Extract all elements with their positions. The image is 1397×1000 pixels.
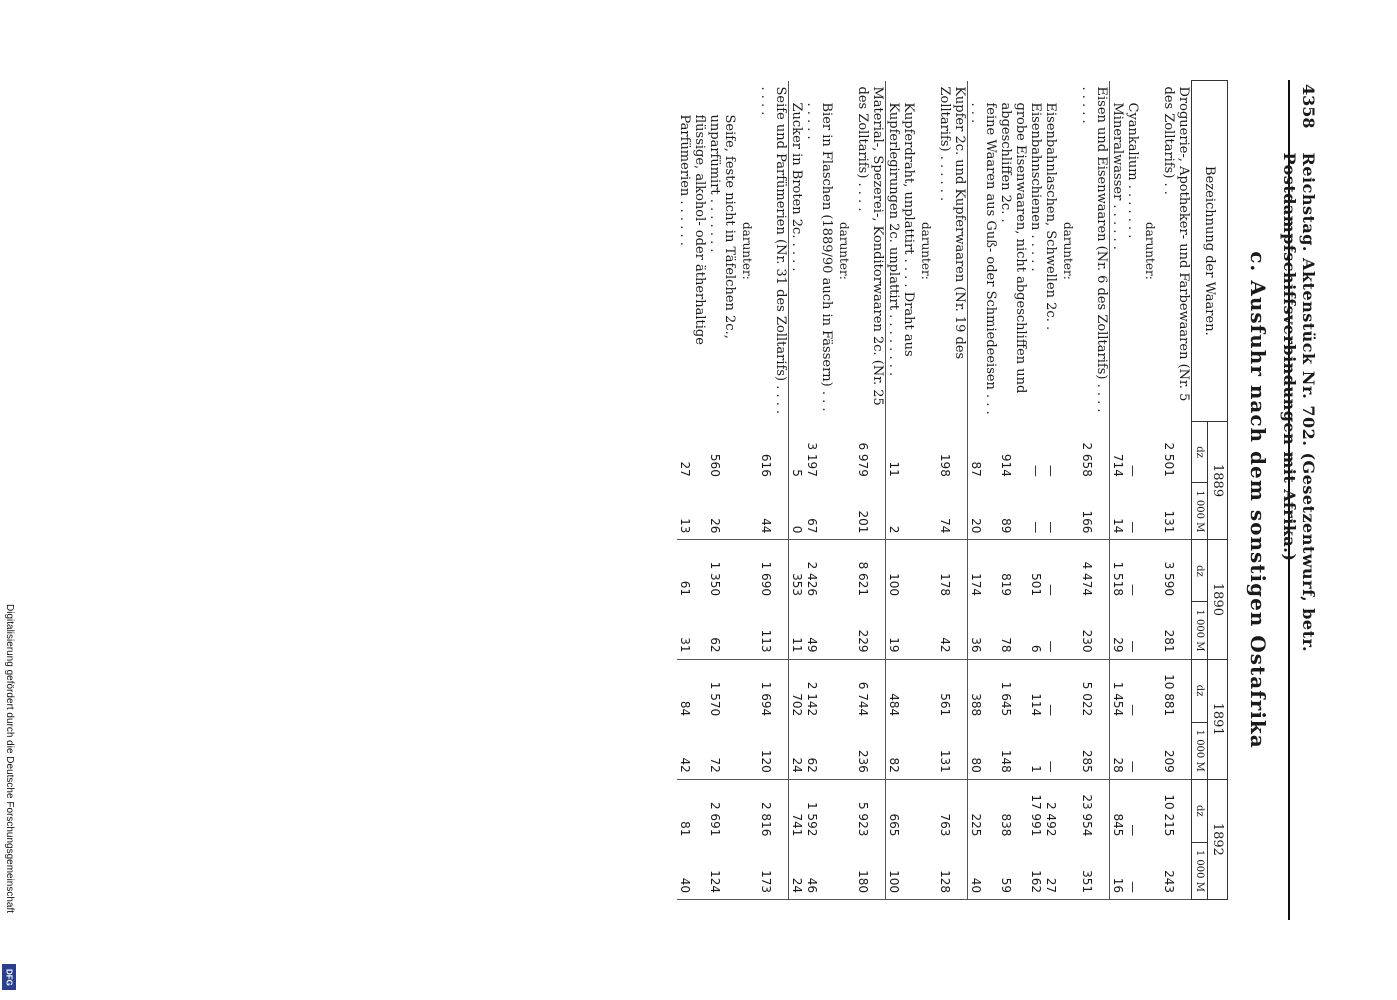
value-cell: 29: [1110, 602, 1126, 659]
quantity-cell: 1 350: [708, 561, 722, 596]
empty-cell: [834, 421, 855, 483]
quantity-cell: 914: [999, 453, 1013, 477]
quantity-cell: —: [1126, 464, 1140, 477]
table-row: [998, 81, 1028, 900]
empty-cell: [1140, 602, 1161, 659]
quantity-cell: 5 022: [1079, 659, 1110, 722]
subheading-row: [916, 81, 937, 900]
quantity-cell: 838: [999, 813, 1013, 837]
empty-cell: [1058, 659, 1079, 722]
year-header: 1891: [1208, 659, 1228, 779]
year-header-row: [1208, 81, 1228, 900]
value-cell: 72: [707, 722, 737, 779]
quantity-cell: 100: [887, 573, 901, 596]
value-cell: 82: [886, 722, 917, 779]
empty-cell: [916, 842, 937, 899]
table-row: [677, 81, 707, 900]
quantity-cell: 114: [1029, 693, 1043, 717]
empty-cell: [1058, 779, 1079, 842]
empty-cell: [737, 421, 758, 483]
value-cell: 1: [1028, 722, 1043, 779]
quantity-cell: 87: [969, 461, 983, 477]
value-cell: 36: [968, 602, 999, 659]
unit-value-header: 1 000 M: [1192, 602, 1208, 659]
empty-cell: [737, 659, 758, 722]
quantity-cell: 2 142: [805, 681, 819, 717]
goods-label: Zucker in Broten 2c. . . . .: [789, 102, 804, 272]
quantity-cell: 2 691: [708, 801, 722, 837]
quantity-cell: 1 592: [805, 801, 819, 837]
empty-cell: [834, 722, 855, 779]
quantity-cell: 198: [937, 421, 968, 483]
empty-cell: [916, 483, 937, 540]
value-cell: 124: [707, 842, 737, 899]
value-cell: 40: [677, 842, 707, 899]
running-header: [1280, 80, 1318, 920]
quantity-cell: —: [1126, 704, 1140, 717]
goods-label: Material-, Spezerei-, Konditorwaaren 2c. (Nr. 25 des Zolltarifs) . . . .: [855, 81, 886, 422]
table-row: [886, 81, 917, 900]
goods-label: Eisen und Eisenwaaren (Nr. 6 des Zolltarifs) . . . . . . . . .: [1079, 81, 1110, 422]
empty-cell: [737, 842, 758, 899]
empty-cell: [916, 421, 937, 483]
quantity-cell: 1 570: [708, 681, 722, 717]
empty-cell: [916, 779, 937, 842]
value-cell: 67: [804, 483, 834, 540]
subheading-row: [1058, 81, 1079, 900]
value-cell: 62: [707, 602, 737, 659]
value-cell: 281: [1161, 602, 1192, 659]
quantity-cell: 2 658: [1079, 421, 1110, 483]
empty-cell: [1140, 483, 1161, 540]
goods-label: Mineralwasser . . . . . .: [1110, 102, 1125, 250]
empty-cell: [834, 779, 855, 842]
section-title: c. Ausfuhr nach dem sonstigen Ostafrika: [1246, 251, 1270, 749]
value-cell: 0: [789, 483, 805, 540]
subheading-label: darunter:: [1143, 222, 1157, 280]
quantity-cell: 561: [937, 659, 968, 722]
value-cell: 74: [937, 483, 968, 540]
table-row: [789, 81, 805, 900]
quantity-cell: 665: [887, 813, 901, 837]
value-cell: 78: [998, 602, 1028, 659]
quantity-cell: 17 991: [1029, 794, 1043, 837]
quantity-cell: 10 215: [1162, 794, 1176, 837]
value-cell: 42: [937, 602, 968, 659]
quantity-cell: 560: [708, 453, 722, 477]
subheading-label: darunter:: [1061, 222, 1075, 280]
table-row: [1043, 81, 1058, 900]
empty-cell: [1140, 779, 1161, 842]
quantity-cell: 174: [969, 573, 983, 596]
quantity-cell: 5: [790, 469, 804, 477]
value-cell: 201: [855, 483, 886, 540]
quantity-cell: 23 954: [1079, 779, 1110, 842]
value-cell: 351: [1079, 842, 1110, 899]
empty-cell: [834, 842, 855, 899]
value-cell: 180: [855, 842, 886, 899]
goods-label: Seife, feste nicht in Täfelchen 2c., unparfümirt . . . . . . .: [707, 114, 737, 339]
quantity-cell: 61: [678, 580, 692, 596]
value-cell: 19: [886, 602, 917, 659]
value-cell: —: [1125, 722, 1140, 779]
unit-value-header: 1 000 M: [1192, 842, 1208, 899]
year-header: 1890: [1208, 540, 1228, 659]
quantity-cell: 388: [969, 693, 983, 717]
value-cell: 162: [1028, 842, 1043, 899]
goods-label: Cyankalium . . . . . . .: [1125, 102, 1140, 239]
value-cell: 6: [1028, 602, 1043, 659]
quantity-cell: 763: [937, 779, 968, 842]
table-row: [1125, 81, 1140, 900]
export-table: [677, 80, 1228, 900]
quantity-cell: 2 816: [758, 779, 789, 842]
value-cell: 13: [677, 483, 707, 540]
quantity-cell: 1 454: [1111, 681, 1125, 717]
table-row: [937, 81, 968, 900]
quantity-cell: 845: [1111, 813, 1125, 837]
empty-cell: [834, 483, 855, 540]
value-cell: 89: [998, 483, 1028, 540]
table-row: [1161, 81, 1192, 900]
quantity-cell: 8 621: [855, 540, 886, 602]
empty-cell: [916, 602, 937, 659]
page-number: 4358: [1299, 84, 1318, 129]
empty-cell: [1058, 483, 1079, 540]
value-cell: 24: [789, 842, 805, 899]
quantity-cell: 27: [678, 461, 692, 477]
empty-cell: [1140, 842, 1161, 899]
header-title: Reichstag. Aktenstück Nr. 702. (Gesetzentwurf, betr. Postdampfschiffsverbindungen mit Afrika.): [1280, 152, 1318, 653]
goods-label: Bier in Flaschen (1889/90 auch in Fässern) . . . . . . . .: [804, 102, 834, 412]
quantity-cell: 741: [790, 813, 804, 837]
table-row: [758, 81, 789, 900]
value-cell: 27: [1043, 842, 1058, 899]
value-cell: 28: [1110, 722, 1126, 779]
digitization-sidebar: [0, 0, 18, 1000]
quantity-cell: 178: [937, 540, 968, 602]
value-cell: 230: [1079, 602, 1110, 659]
subheading-row: [834, 81, 855, 900]
value-cell: 80: [968, 722, 999, 779]
goods-label: Droguerie-, Apotheker- und Farbewaaren (Nr. 5 des Zolltarifs) . .: [1161, 86, 1191, 402]
quantity-cell: 501: [1029, 573, 1043, 596]
value-cell: 148: [998, 722, 1028, 779]
value-cell: 44: [758, 483, 789, 540]
value-cell: 14: [1110, 483, 1126, 540]
subheading-row: [737, 81, 758, 900]
empty-cell: [737, 602, 758, 659]
subheading-label: darunter:: [837, 222, 851, 280]
quantity-cell: 4 474: [1079, 540, 1110, 602]
value-cell: 49: [804, 602, 834, 659]
empty-cell: [1058, 421, 1079, 483]
goods-label: Kupferdraht, unplattirt . . . . Draht aus Kupferlegirungen 2c. unplattirt . . . . . . . .: [886, 102, 916, 377]
empty-cell: [1058, 540, 1079, 602]
digitization-credit: Digitalisierung gefördert durch die Deutsche Forschungsgemeinschaft: [4, 604, 15, 914]
unit-value-header: 1 000 M: [1192, 483, 1208, 540]
value-cell: 131: [1161, 483, 1192, 540]
empty-cell: [1058, 602, 1079, 659]
value-cell: —: [1043, 483, 1058, 540]
unit-quantity-header: dz: [1192, 659, 1208, 722]
subheading-row: [1140, 81, 1161, 900]
table-row: [1028, 81, 1043, 900]
quantity-cell: 84: [678, 700, 692, 717]
table-row: [855, 81, 886, 900]
empty-cell: [916, 659, 937, 722]
table-row: [804, 81, 834, 900]
value-cell: 11: [789, 602, 805, 659]
value-cell: —: [1125, 602, 1140, 659]
table-row: [707, 81, 737, 900]
quantity-cell: 6 744: [855, 659, 886, 722]
table-row: [968, 81, 999, 900]
quantity-cell: 2 501: [1162, 442, 1176, 477]
table-row: [1079, 81, 1110, 900]
value-cell: 113: [758, 602, 789, 659]
table-row: [1110, 81, 1126, 900]
unit-quantity-header: dz: [1192, 779, 1208, 842]
value-cell: 128: [937, 842, 968, 899]
quantity-cell: 353: [790, 573, 804, 596]
quantity-cell: 1 694: [758, 659, 789, 722]
empty-cell: [737, 540, 758, 602]
quantity-cell: 2 492: [1044, 801, 1058, 837]
quantity-cell: 5 923: [855, 779, 886, 842]
quantity-cell: 819: [999, 573, 1013, 596]
quantity-cell: 11: [887, 461, 901, 477]
goods-label: Seife und Parfümerien (Nr. 31 des Zolltarifs) . . . . . . . .: [758, 81, 789, 422]
value-cell: 120: [758, 722, 789, 779]
quantity-cell: —: [1029, 464, 1043, 477]
value-cell: —: [1043, 722, 1058, 779]
quantity-cell: —: [1126, 583, 1140, 596]
value-cell: 26: [707, 483, 737, 540]
quantity-cell: 1 645: [999, 681, 1013, 717]
rotated-page: [78, 80, 1318, 920]
quantity-cell: 81: [678, 821, 692, 837]
empty-cell: [737, 779, 758, 842]
table-body: [677, 81, 1192, 900]
quantity-cell: 2 426: [805, 561, 819, 596]
value-cell: 42: [677, 722, 707, 779]
value-cell: 62: [804, 722, 834, 779]
quantity-cell: 3 590: [1162, 561, 1176, 596]
goods-label: feine Waaren aus Guß- oder Schmiedeeisen . . . . . .: [968, 102, 998, 415]
dfg-logo: DFG: [2, 964, 16, 990]
quantity-cell: 484: [887, 693, 901, 717]
subheading-label: darunter:: [919, 222, 933, 280]
goods-label: flüssige, alkohol- oder ätherhaltige Parfümerien . . . . . .: [677, 114, 707, 345]
value-cell: 31: [677, 602, 707, 659]
quantity-cell: 714: [1111, 453, 1125, 477]
value-cell: —: [1028, 483, 1043, 540]
value-cell: 24: [789, 722, 805, 779]
empty-cell: [834, 540, 855, 602]
value-cell: 173: [758, 842, 789, 899]
value-cell: 243: [1161, 842, 1192, 899]
value-cell: 2: [886, 483, 917, 540]
value-cell: 59: [998, 842, 1028, 899]
quantity-cell: —: [1126, 824, 1140, 837]
quantity-cell: 616: [758, 421, 789, 483]
quantity-cell: 1 518: [1111, 561, 1125, 596]
value-cell: 40: [968, 842, 999, 899]
value-cell: —: [1125, 483, 1140, 540]
quantity-cell: —: [1044, 583, 1058, 596]
empty-cell: [1140, 421, 1161, 483]
quantity-cell: 1 690: [758, 540, 789, 602]
quantity-cell: 6 979: [855, 421, 886, 483]
goods-label: Kupfer 2c. und Kupferwaaren (Nr. 19 des Zolltarifs) . . . . . .: [937, 81, 968, 422]
quantity-cell: 10 881: [1162, 674, 1176, 717]
empty-cell: [737, 722, 758, 779]
unit-quantity-header: dz: [1192, 421, 1208, 483]
value-cell: 100: [886, 842, 917, 899]
year-header: 1892: [1208, 779, 1228, 899]
value-cell: 285: [1079, 722, 1110, 779]
quantity-cell: 702: [790, 693, 804, 717]
value-cell: 46: [804, 842, 834, 899]
value-cell: 166: [1079, 483, 1110, 540]
quantity-cell: —: [1044, 464, 1058, 477]
empty-cell: [1058, 722, 1079, 779]
empty-cell: [834, 602, 855, 659]
empty-cell: [916, 722, 937, 779]
empty-cell: [1140, 659, 1161, 722]
goods-label: Eisenbahnschienen . . . . .: [1028, 102, 1043, 272]
quantity-cell: —: [1044, 704, 1058, 717]
value-cell: —: [1043, 602, 1058, 659]
unit-value-header: 1 000 M: [1192, 722, 1208, 779]
quantity-cell: 225: [969, 813, 983, 837]
empty-cell: [1140, 722, 1161, 779]
year-header: 1889: [1208, 421, 1228, 540]
value-cell: 229: [855, 602, 886, 659]
goods-label: grobe Eisenwaaren, nicht abgeschliffen und abgeschliffen 2c. .: [998, 102, 1028, 394]
value-cell: 209: [1161, 722, 1192, 779]
value-cell: —: [1125, 842, 1140, 899]
subheading-label: darunter:: [740, 222, 754, 280]
value-cell: 20: [968, 483, 999, 540]
goods-label: Eisenbahnlaschen, Schwellen 2c. .: [1043, 102, 1058, 331]
value-cell: 16: [1110, 842, 1126, 899]
goods-column-header: Bezeichnung der Waaren.: [1192, 81, 1228, 422]
value-cell: 131: [937, 722, 968, 779]
empty-cell: [737, 483, 758, 540]
unit-quantity-header: dz: [1192, 540, 1208, 602]
value-cell: 236: [855, 722, 886, 779]
empty-cell: [834, 659, 855, 722]
empty-cell: [1058, 842, 1079, 899]
quantity-cell: 3 197: [805, 442, 819, 477]
empty-cell: [1140, 540, 1161, 602]
empty-cell: [916, 540, 937, 602]
